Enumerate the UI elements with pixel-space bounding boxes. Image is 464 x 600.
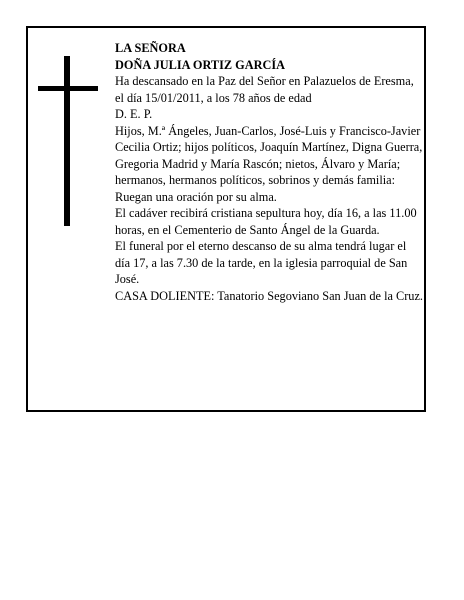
cross-horizontal-bar (38, 86, 98, 91)
burial-info: El cadáver recibirá cristiana sepultura hoy, día 16, a las 11.00 horas, en el Cementerio de Santo Ángel de la Guarda. (115, 206, 417, 237)
notice-text (115, 40, 423, 304)
cross-icon (38, 56, 98, 226)
deceased-name: DOÑA JULIA ORTIZ GARCÍA (115, 57, 286, 72)
death-statement: Ha descansado en la Paz del Señor en Palazuelos de Eresma, el día 15/01/2011, a los 78 años de edad (115, 74, 414, 105)
mourning-house: CASA DOLIENTE: Tanatorio Segoviano San Juan de la Cruz. (115, 288, 423, 303)
cross-vertical-bar (64, 56, 70, 226)
family-list: Hijos, M.ª Ángeles, Juan-Carlos, José-Luis y Francisco-Javier Cecilia Ortiz; hijos políticos, Joaquín Martínez, Digna Guerra, Gregoria Madrid y María Rascón; nietos, Álvaro y María; hermanos, hermanos políticos, sobrinos y demás familia: (115, 123, 423, 187)
prayer-request: Ruegan una oración por su alma. (115, 189, 277, 204)
notice-header: LA SEÑORA (115, 41, 186, 55)
rip-abbreviation: D. E. P. (115, 107, 153, 121)
funeral-info: El funeral por el eterno descanso de su alma tendrá lugar el día 17, a las 7.30 de la tarde, en la iglesia parroquial de San José. (115, 239, 408, 286)
obituary-notice (26, 26, 426, 412)
